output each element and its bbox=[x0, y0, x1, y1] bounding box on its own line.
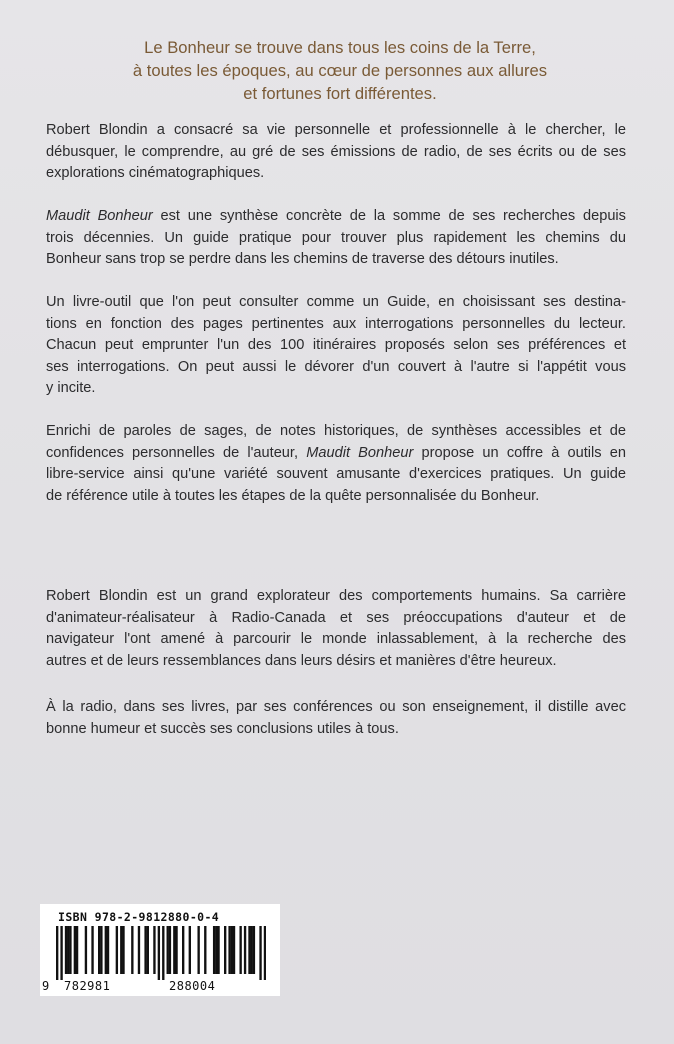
barcode-bar bbox=[147, 926, 149, 974]
barcode-left-digits: 782981 bbox=[64, 979, 111, 993]
barcode-bar bbox=[85, 926, 87, 974]
text-line: bonne humeur et succès ses conclusions utiles à tous. bbox=[46, 720, 399, 737]
text-fragment: propose un coffre à outils en bbox=[413, 444, 626, 461]
barcode-bar bbox=[56, 926, 58, 980]
barcode-bar bbox=[74, 926, 76, 974]
barcode-bar bbox=[153, 926, 155, 974]
barcode-bar bbox=[167, 926, 169, 974]
book-title: Maudit Bonheur bbox=[306, 444, 414, 461]
paragraph-author-activities bbox=[46, 697, 626, 740]
barcode-bar bbox=[251, 926, 253, 974]
barcode-bar bbox=[204, 926, 206, 974]
barcode-bar bbox=[248, 926, 250, 974]
barcode-right-digits: 288004 bbox=[169, 979, 216, 993]
paragraph-author-bio bbox=[46, 586, 626, 672]
barcode-bar bbox=[67, 926, 69, 974]
barcode-bar bbox=[231, 926, 233, 974]
barcode-bar bbox=[105, 926, 107, 974]
barcode-bar bbox=[169, 926, 171, 974]
barcode-bar bbox=[224, 926, 226, 974]
barcode-bar bbox=[65, 926, 67, 974]
barcode-bar bbox=[215, 926, 217, 974]
text-line: Robert Blondin a consacré sa vie personnelle et professionnelle à le chercher, le bbox=[46, 122, 626, 138]
barcode-bar bbox=[144, 926, 146, 974]
barcode-bar bbox=[264, 926, 266, 980]
paragraph-book-synthesis bbox=[46, 206, 626, 271]
text-line bbox=[46, 206, 626, 228]
barcode-icon bbox=[56, 926, 266, 980]
barcode-bar bbox=[122, 926, 124, 974]
text-line: navigateur l'ont amené à parcourir le monde inlassablement, à la recherche des bbox=[46, 631, 626, 647]
text-line: À la radio, dans ses livres, par ses conférences ou son enseignement, il distille avec bbox=[46, 699, 626, 715]
text-line: Enrichi de paroles de sages, de notes historiques, de synthèses accessibles et de bbox=[46, 423, 626, 439]
barcode-bar bbox=[182, 926, 184, 974]
text-line: ses interrogations. On peut aussi le dévorer d'un couvert à l'autre si l'appétit vous bbox=[46, 358, 626, 375]
barcode-bar bbox=[239, 926, 241, 974]
tagline-line: et fortunes fort différentes. bbox=[243, 84, 437, 103]
tagline bbox=[60, 36, 620, 105]
barcode-bar bbox=[162, 926, 164, 980]
barcode-bar bbox=[259, 926, 261, 980]
text-line: Un livre-outil que l'on peut consulter comme un Guide, en choisissant ses destina- bbox=[46, 294, 626, 310]
barcode-bar bbox=[197, 926, 199, 974]
barcode-bar bbox=[69, 926, 71, 974]
barcode-bar bbox=[253, 926, 255, 974]
text-line: Chacun peut emprunter l'un des 100 itinéraires proposés selon ses préférences et bbox=[46, 337, 626, 353]
barcode-first-digit: 9 bbox=[42, 979, 50, 993]
barcode-bar bbox=[76, 926, 78, 974]
barcode-bar bbox=[60, 926, 62, 980]
isbn-barcode bbox=[40, 904, 280, 996]
barcode-bar bbox=[100, 926, 102, 974]
paragraph-author-quest bbox=[46, 120, 626, 185]
barcode-bar bbox=[213, 926, 215, 974]
text-line: explorations cinématographiques. bbox=[46, 165, 265, 181]
paragraph-book-tool bbox=[46, 292, 626, 400]
barcode-bar bbox=[189, 926, 191, 974]
text-line: libre-service ainsi qu'une variété souvent amusante d'exercices pratiques. Un guide bbox=[46, 466, 626, 482]
barcode-bar bbox=[233, 926, 235, 974]
text-line: de référence utile à toutes les étapes de la quête personnalisée du Bonheur. bbox=[46, 487, 540, 504]
text-line: tions en fonction des pages pertinentes aux interrogations personnelles du lecteur. bbox=[46, 315, 626, 332]
barcode-bar bbox=[120, 926, 122, 974]
book-title: Maudit Bonheur bbox=[46, 208, 153, 224]
paragraph-book-contents bbox=[46, 421, 626, 507]
barcode-bar bbox=[244, 926, 246, 974]
barcode-bar bbox=[98, 926, 100, 974]
tagline-line: à toutes les époques, au cœur de personnes aux allures bbox=[132, 61, 548, 80]
barcode-bar bbox=[158, 926, 160, 980]
barcode-bar bbox=[228, 926, 230, 974]
barcode-bar bbox=[91, 926, 93, 974]
text-line bbox=[46, 443, 626, 465]
text-line: débusquer, le comprendre, au gré de ses émissions de radio, de ses écrits ou de ses bbox=[46, 143, 626, 160]
barcode-bar bbox=[131, 926, 133, 974]
barcode-bar bbox=[116, 926, 118, 974]
text-line: Robert Blondin est un grand explorateur des comportements humains. Sa carrière bbox=[46, 588, 626, 604]
barcode-bar bbox=[138, 926, 140, 974]
isbn-label: ISBN 978-2-9812880-0-4 bbox=[58, 910, 220, 924]
tagline-line: Le Bonheur se trouve dans tous les coins de la Terre, bbox=[144, 38, 536, 57]
text-line: y incite. bbox=[46, 380, 96, 396]
text-line: autres et de leurs ressemblances dans leurs désirs et manières d'être heureux. bbox=[46, 652, 557, 669]
barcode-bar bbox=[107, 926, 109, 974]
barcode-bar bbox=[175, 926, 177, 974]
barcode-bar bbox=[173, 926, 175, 974]
text-line: Bonheur sans trop se perdre dans les chemins de traverse des détours inutiles. bbox=[46, 251, 559, 267]
text-line: trois décennies. Un guide pratique pour trouver plus rapidement les chemins du bbox=[46, 229, 626, 246]
text-line: d'animateur-réalisateur à Radio-Canada et ses préoccupations d'auteur et de bbox=[46, 609, 626, 626]
text-fragment: confidences personnelles de l'auteur, bbox=[46, 444, 307, 461]
text-fragment: est une synthèse concrète de la somme de ses recherches depuis bbox=[152, 208, 626, 224]
barcode-bar bbox=[217, 926, 219, 974]
